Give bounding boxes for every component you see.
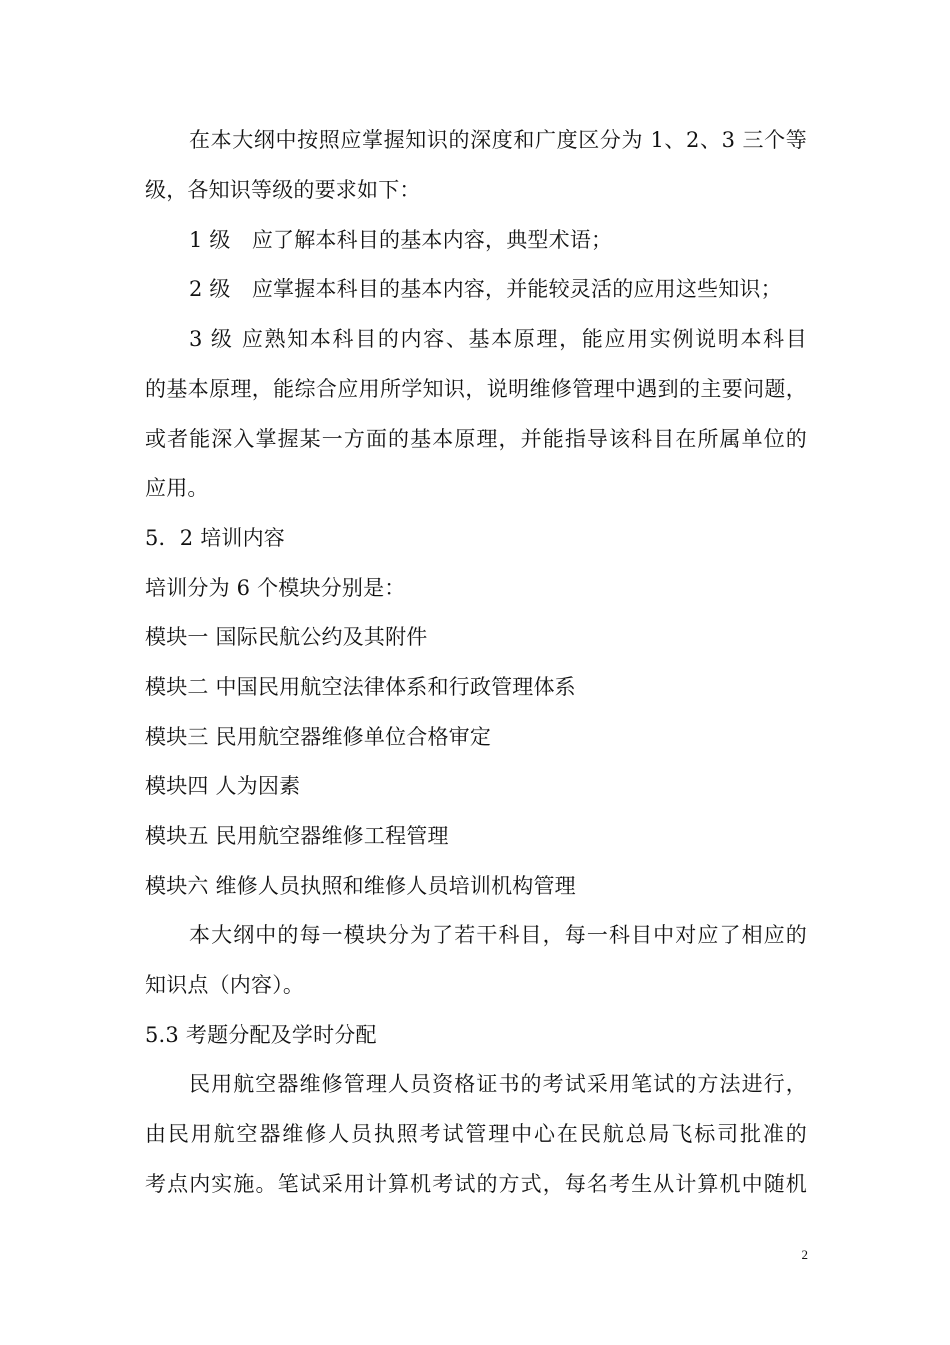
section-heading-training-content: 5．2 培训内容 (145, 526, 285, 550)
level-2-description: 2 级 应掌握本科目的基本内容，并能较灵活的应用这些知识； (189, 277, 782, 301)
level-3-description-line-3: 或者能深入掌握某一方面的基本原理，并能指导该科目在所属单位的 (145, 427, 807, 451)
module-3: 模块三 民用航空器维修单位合格审定 (145, 725, 492, 749)
page-number: 2 (801, 1247, 808, 1262)
paragraph-levels-intro-line-1: 在本大纲中按照应掌握知识的深度和广度区分为 1、2、3 三个等 (189, 128, 807, 152)
module-subjects-note-line-1: 本大纲中的每一模块分为了若干科目，每一科目中对应了相应的 (189, 923, 807, 947)
level-3-description-line-1: 3 级 应熟知本科目的内容、基本原理，能应用实例说明本科目 (189, 327, 807, 351)
exam-paragraph-line-3: 考点内实施。笔试采用计算机考试的方式，每名考生从计算机中随机 (145, 1172, 807, 1196)
level-1-description: 1 级 应了解本科目的基本内容，典型术语； (189, 228, 613, 252)
module-5: 模块五 民用航空器维修工程管理 (145, 824, 449, 848)
module-6: 模块六 维修人员执照和维修人员培训机构管理 (145, 874, 576, 898)
level-3-description-line-2: 的基本原理，能综合应用所学知识，说明维修管理中遇到的主要问题， (145, 377, 807, 401)
paragraph-levels-intro-line-2: 级，各知识等级的要求如下： (145, 178, 421, 202)
training-modules-intro: 培训分为 6 个模块分别是： (145, 576, 406, 600)
exam-paragraph-line-1: 民用航空器维修管理人员资格证书的考试采用笔试的方法进行， (189, 1072, 807, 1096)
section-heading-exam-allocation: 5.3 考题分配及学时分配 (145, 1023, 377, 1047)
exam-paragraph-line-2: 由民用航空器维修人员执照考试管理中心在民航总局飞标司批准的 (145, 1122, 807, 1146)
level-3-description-line-4: 应用。 (145, 476, 209, 500)
module-2: 模块二 中国民用航空法律体系和行政管理体系 (145, 675, 576, 699)
module-4: 模块四 人为因素 (145, 774, 301, 798)
module-subjects-note-line-2: 知识点（内容）。 (145, 973, 305, 997)
module-1: 模块一 国际民航公约及其附件 (145, 625, 428, 649)
